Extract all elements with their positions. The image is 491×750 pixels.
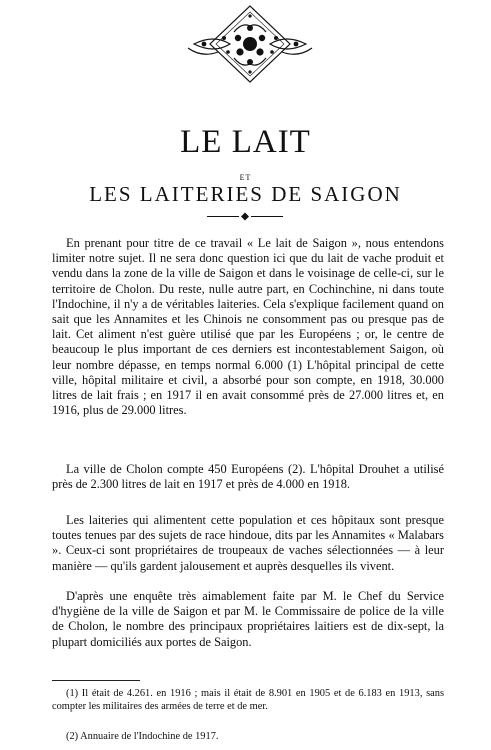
paragraph: Les laiteries qui alimentent cette population et ces hôpitaux sont presque toutes tenues par des sujets de race hindoue, dits par les Annamites « Malabars ». Ceux-ci sont propriétaires de troupeaux de vaches sélectionnées — à leur manière — qu'ils gardent jalousement et auprès desquelles ils vivent. (52, 513, 444, 573)
paragraph: D'après une enquête très aimablement faite par M. le Chef du Service d'hygiène de la ville de Saigon et par M. le Commissaire de police de la ville de Cholon, le nombre des principaux propriétaires laitiers est de dix-sept, la plupart domiciliés aux portes de Saigon. (52, 589, 444, 649)
footnote-separator (52, 680, 140, 681)
floral-vignette-icon (184, 4, 316, 86)
title-conjunction: ET (239, 173, 252, 182)
paragraph: En prenant pour titre de ce travail « Le lait de Saigon », nous entendons limiter notre sujet. Il ne sera donc question ici que du lait de vache produit et vendu dans la zone de la ville de Saigon et dans le voisinage de celle-ci, sur le territoire de Cholon. Du reste, nulle autre part, en Cochinchine, ni dans toute l'Indochine, il n'y a de véritables laiteries. Cela s'explique facilement quand on sait que les Annamites et les Chinois ne consomment pas ou presque pas de lait. Cet aliment n'est guère utilisé que par les Européens ; or, le centre de beaucoup le plus important de ces derniers est incontestablement Saigon, où leur nombre dépasse, en temps normal 6.000 (1) L'hôpital principal de cette ville, hôpital militaire et civil, a absorbé pour son compte, en 1918, 30.000 litres de lait frais ; en 1917 il en avait consommé près de 27.000 litres et, en 1916, plus de 29.000 litres. (52, 236, 444, 418)
page-title: LE LAIT (180, 124, 311, 160)
paragraph: La ville de Cholon compte 450 Européens (2). L'hôpital Drouhet a utilisé près de 2.300 litres de lait en 1917 et près de 4.000 en 1918. (52, 462, 444, 492)
ornamental-rule (207, 212, 283, 221)
footnote: (1) Il était de 4.261. en 1916 ; mais il était de 8.901 en 1905 et de 6.183 en 1913, sans compter les militaires des armées de terre et de mer. (52, 688, 444, 712)
page-subtitle: LES LAITERIES DE SAIGON (89, 182, 402, 206)
footnote: (2) Annuaire de l'Indochine de 1917. (66, 731, 219, 742)
